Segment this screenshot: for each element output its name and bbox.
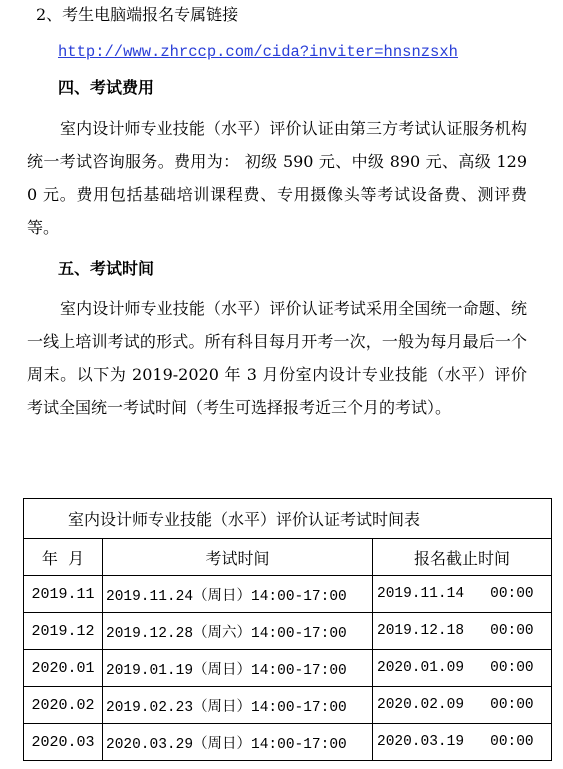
cell-exam-time: 2019.02.23（周日）14:00-17:00	[103, 687, 373, 724]
exam-schedule-table	[23, 498, 552, 761]
fees-paragraph: 室内设计师专业技能（水平）评价认证由第三方考试认证服务机构统一考试咨询服务。费用为： 初级 590 元、中级 890 元、高级 1290 元。费用包括基础培训课程费、专用摄像头等考试设备费、测评费等。	[27, 119, 527, 237]
cell-exam-time: 2019.12.28（周六）14:00-17:00	[103, 613, 373, 650]
cell-month: 2020.02	[24, 687, 103, 724]
header-month: 年 月	[24, 539, 103, 576]
cell-deadline: 2019.11.14 00:00	[373, 576, 552, 613]
table-row	[24, 650, 552, 687]
cell-exam-time: 2020.03.29（周日）14:00-17:00	[103, 724, 373, 761]
table-row	[24, 687, 552, 724]
table-caption-row	[24, 499, 552, 539]
cell-month: 2020.01	[24, 650, 103, 687]
cell-month: 2019.11	[24, 576, 103, 613]
cell-deadline: 2020.03.19 00:00	[373, 724, 552, 761]
cell-month: 2019.12	[24, 613, 103, 650]
header-deadline: 报名截止时间	[373, 539, 552, 576]
cell-deadline: 2019.12.18 00:00	[373, 613, 552, 650]
header-exam-time: 考试时间	[103, 539, 373, 576]
exam-time-paragraph: 室内设计师专业技能（水平）评价认证考试采用全国统一命题、统一线上培训考试的形式。所有科目每月开考一次，一般为每月最后一个周末。以下为 2019-2020 年 3 月份室内设计专业技能（水平）评价考试全国统一考试时间（考生可选择报考近三个月的考试）。	[27, 299, 527, 417]
table-row	[24, 724, 552, 761]
exam-time-heading: 五、考试时间	[58, 259, 155, 278]
table-row	[24, 576, 552, 613]
table-row	[24, 613, 552, 650]
registration-link-label: 2、考生电脑端报名专属链接	[36, 5, 239, 24]
registration-link[interactable]: http://www.zhrccp.com/cida?inviter=hnsnzsxh	[58, 43, 458, 61]
cell-exam-time: 2019.11.24（周日）14:00-17:00	[103, 576, 373, 613]
cell-deadline: 2020.02.09 00:00	[373, 687, 552, 724]
cell-month: 2020.03	[24, 724, 103, 761]
table-header-row	[24, 539, 552, 576]
fees-heading: 四、考试费用	[58, 78, 155, 97]
table-caption: 室内设计师专业技能（水平）评价认证考试时间表	[24, 499, 552, 539]
cell-exam-time: 2019.01.19（周日）14:00-17:00	[103, 650, 373, 687]
cell-deadline: 2020.01.09 00:00	[373, 650, 552, 687]
